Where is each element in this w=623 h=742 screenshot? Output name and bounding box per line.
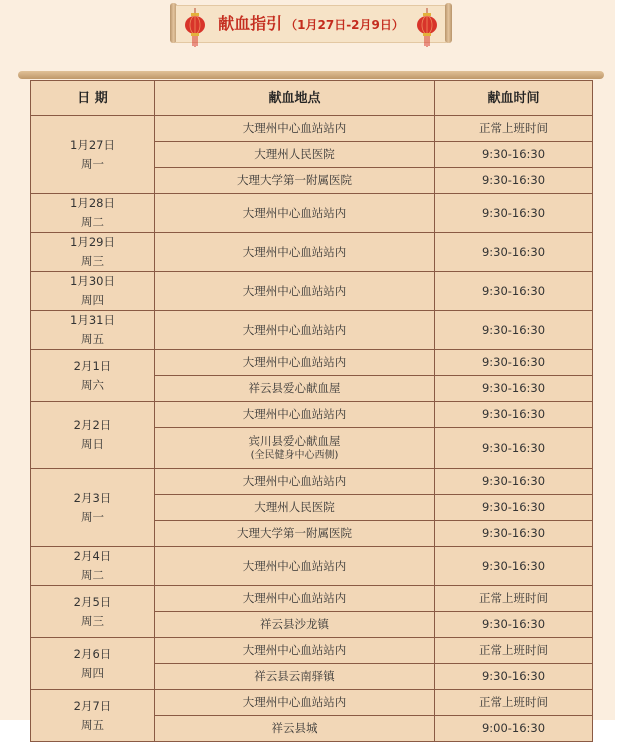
location-cell: 祥云县城: [155, 716, 435, 742]
table-row: [31, 469, 593, 495]
location-cell: 祥云县云南驿镇: [155, 664, 435, 690]
table-row: [31, 547, 593, 586]
location-cell: 大理大学第一附属医院: [155, 168, 435, 194]
date-cell: [31, 690, 155, 742]
date-label: 2月3日: [73, 490, 112, 505]
date-cell: [31, 194, 155, 233]
location-cell: 大理州中心血站站内: [155, 402, 435, 428]
date-label: 1月31日: [70, 313, 115, 327]
date-cell: [31, 638, 155, 690]
date-label: 2月2日: [73, 418, 112, 432]
location-name: 宾川县爱心献血屋: [248, 434, 341, 448]
table-row: [31, 272, 593, 311]
date-label: 2月5日: [73, 594, 112, 609]
header-time: 献血时间: [435, 81, 593, 116]
date-cell: [31, 272, 155, 311]
location-cell: 大理州中心血站站内: [155, 690, 435, 716]
table-header-row: [31, 81, 593, 116]
title-banner: [176, 5, 446, 43]
time-cell: 正常上班时间: [435, 638, 593, 664]
date-cell: [31, 311, 155, 350]
time-cell: 9:30-16:30: [435, 194, 593, 233]
weekday-label: 周三: [81, 254, 104, 268]
weekday-label: 周四: [81, 293, 104, 307]
date-label: 1月30日: [70, 274, 115, 288]
time-cell: 9:30-16:30: [435, 612, 593, 638]
location-cell: 大理州中心血站站内: [155, 116, 435, 142]
time-cell: 9:30-16:30: [435, 376, 593, 402]
date-label: 1月29日: [70, 235, 115, 249]
time-cell: 9:30-16:30: [435, 495, 593, 521]
table-row: [31, 311, 593, 350]
weekday-label: 周二: [81, 568, 104, 582]
table-row: [31, 638, 593, 664]
table-row: [31, 116, 593, 142]
weekday-label: 周一: [81, 156, 104, 171]
location-cell: 大理州人民医院: [155, 142, 435, 168]
time-cell: 9:30-16:30: [435, 664, 593, 690]
time-cell: 9:30-16:30: [435, 168, 593, 194]
date-label: 2月1日: [73, 358, 112, 373]
table-row: [31, 350, 593, 376]
time-cell: 9:30-16:30: [435, 402, 593, 428]
date-label: 2月4日: [73, 549, 112, 563]
date-label: 1月28日: [70, 196, 115, 210]
location-cell: 大理州中心血站站内: [155, 272, 435, 311]
location-cell: 大理州中心血站站内: [155, 350, 435, 376]
date-label: 2月6日: [73, 646, 112, 661]
time-cell: 正常上班时间: [435, 690, 593, 716]
time-cell: 9:30-16:30: [435, 521, 593, 547]
scroll-rod-right: [445, 3, 452, 43]
time-cell: 9:30-16:30: [435, 428, 593, 469]
weekday-label: 周日: [81, 437, 104, 451]
location-cell: 大理州中心血站站内: [155, 194, 435, 233]
date-cell: [31, 586, 155, 638]
location-cell: 大理州中心血站站内: [155, 547, 435, 586]
page-title: 献血指引: [218, 14, 283, 33]
weekday-label: 周六: [81, 377, 104, 392]
weekday-label: 周五: [81, 332, 104, 346]
title-scroll: [170, 3, 452, 43]
date-cell: [31, 116, 155, 194]
location-note: (全民健身中心西侧): [250, 450, 339, 461]
donation-schedule-table: [30, 80, 593, 742]
table-row: [31, 690, 593, 716]
time-cell: 9:00-16:30: [435, 716, 593, 742]
time-cell: 正常上班时间: [435, 586, 593, 612]
location-cell: 大理州中心血站站内: [155, 638, 435, 664]
table-row: [31, 233, 593, 272]
page-subtitle: （1月27日-2月9日）: [285, 18, 404, 32]
location-cell: 大理州中心血站站内: [155, 469, 435, 495]
date-label: 1月27日: [70, 137, 115, 152]
time-cell: 9:30-16:30: [435, 350, 593, 376]
date-cell: [31, 469, 155, 547]
weekday-label: 周五: [81, 717, 104, 732]
time-cell: 9:30-16:30: [435, 272, 593, 311]
time-cell: 9:30-16:30: [435, 469, 593, 495]
location-cell: 大理州中心血站站内: [155, 586, 435, 612]
time-cell: 9:30-16:30: [435, 142, 593, 168]
time-cell: 正常上班时间: [435, 116, 593, 142]
weekday-label: 周一: [81, 509, 104, 524]
location-cell: 祥云县沙龙镇: [155, 612, 435, 638]
location-cell: 大理州中心血站站内: [155, 311, 435, 350]
weekday-label: 周三: [81, 613, 104, 628]
table-row: [31, 586, 593, 612]
location-cell: 大理大学第一附属医院: [155, 521, 435, 547]
weekday-label: 周四: [81, 665, 104, 680]
location-cell: 大理州人民医院: [155, 495, 435, 521]
table-row: [31, 194, 593, 233]
header-date: 日 期: [31, 81, 155, 116]
date-cell: [31, 350, 155, 402]
location-cell: [155, 428, 435, 469]
date-cell: [31, 233, 155, 272]
location-cell: 祥云县爱心献血屋: [155, 376, 435, 402]
date-cell: [31, 402, 155, 469]
weekday-label: 周二: [81, 215, 104, 229]
table-top-rod: [18, 71, 604, 79]
time-cell: 9:30-16:30: [435, 547, 593, 586]
header-location: 献血地点: [155, 81, 435, 116]
date-cell: [31, 547, 155, 586]
date-label: 2月7日: [73, 698, 112, 713]
lantern-icon: [184, 8, 206, 48]
table-row: [31, 402, 593, 428]
time-cell: 9:30-16:30: [435, 311, 593, 350]
time-cell: 9:30-16:30: [435, 233, 593, 272]
lantern-icon: [416, 8, 438, 48]
location-cell: 大理州中心血站站内: [155, 233, 435, 272]
